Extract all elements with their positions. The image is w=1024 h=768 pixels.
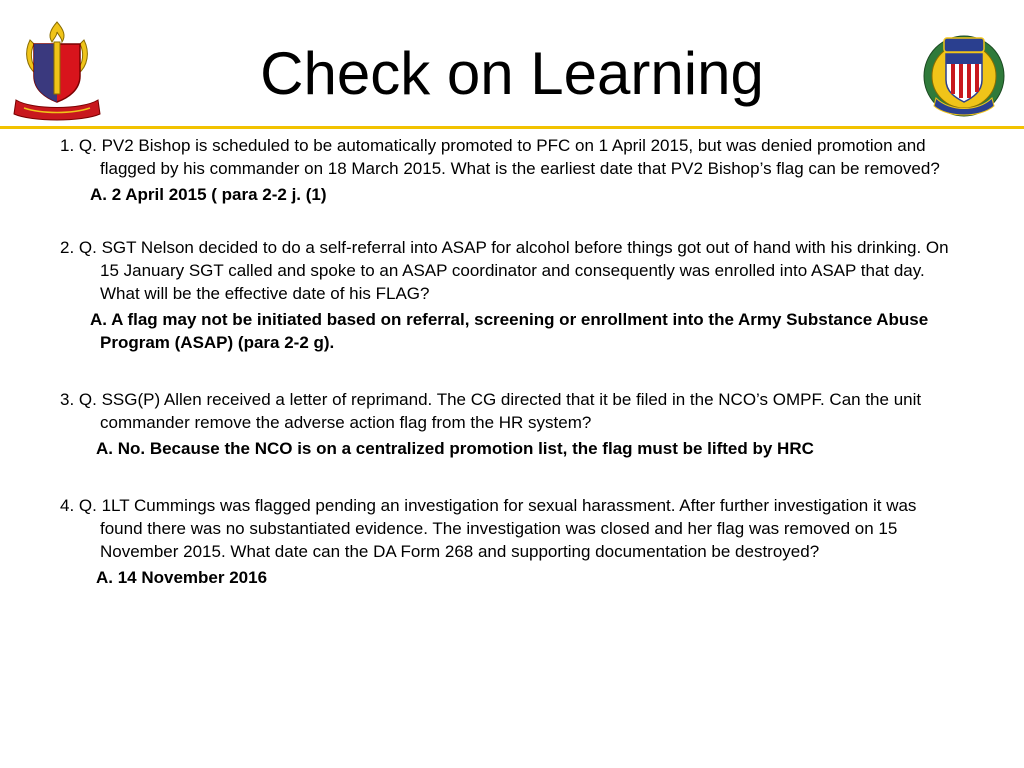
- list-item: [60, 236, 960, 354]
- question-text: 4. Q. 1LT Cummings was flagged pending an investigation for sexual harassment. After further investigation it was found there was no substantiated evidence. The investigation was closed and her flag was removed on 15 November 2015. What date can the DA Form 268 and supporting documentation be destroyed?: [60, 496, 917, 561]
- adjutant-general-crest-icon: [922, 32, 1006, 118]
- slide-header: [0, 0, 1024, 128]
- answer-text: A. 14 November 2016: [96, 568, 268, 587]
- question-text: 1. Q. PV2 Bishop is scheduled to be automatically promoted to PFC on 1 April 2015, but was denied promotion and flagged by his commander on 18 March 2015. What is the earliest date that PV2 Bishop’s flag can be removed?: [60, 136, 940, 178]
- answer-text: A. A flag may not be initiated based on referral, screening or enrollment into the Army Substance Abuse Program (ASAP) (para 2-2 g).: [90, 310, 929, 352]
- answer-text: A. 2 April 2015 ( para 2-2 j. (1): [90, 185, 327, 204]
- list-item: [60, 494, 960, 589]
- question-list: [60, 134, 960, 589]
- title-divider: [0, 126, 1024, 129]
- page-title: Check on Learning: [260, 40, 764, 107]
- answer-text: A. No. Because the NCO is on a centralized promotion list, the flag must be lifted by HRC: [96, 439, 814, 458]
- question-text: 3. Q. SSG(P) Allen received a letter of reprimand. The CG directed that it be filed in the NCO’s OMPF. Can the unit commander remove the adverse action flag from the HR system?: [60, 390, 922, 432]
- list-item: [60, 388, 960, 460]
- question-text: 2. Q. SGT Nelson decided to do a self-referral into ASAP for alcohol before things got out of hand with his drinking. On 15 January SGT called and spoke to an ASAP coordinator and consequently was enrolled into ASAP that day. What will be the effective date of his FLAG?: [60, 238, 949, 303]
- list-item: [60, 134, 960, 206]
